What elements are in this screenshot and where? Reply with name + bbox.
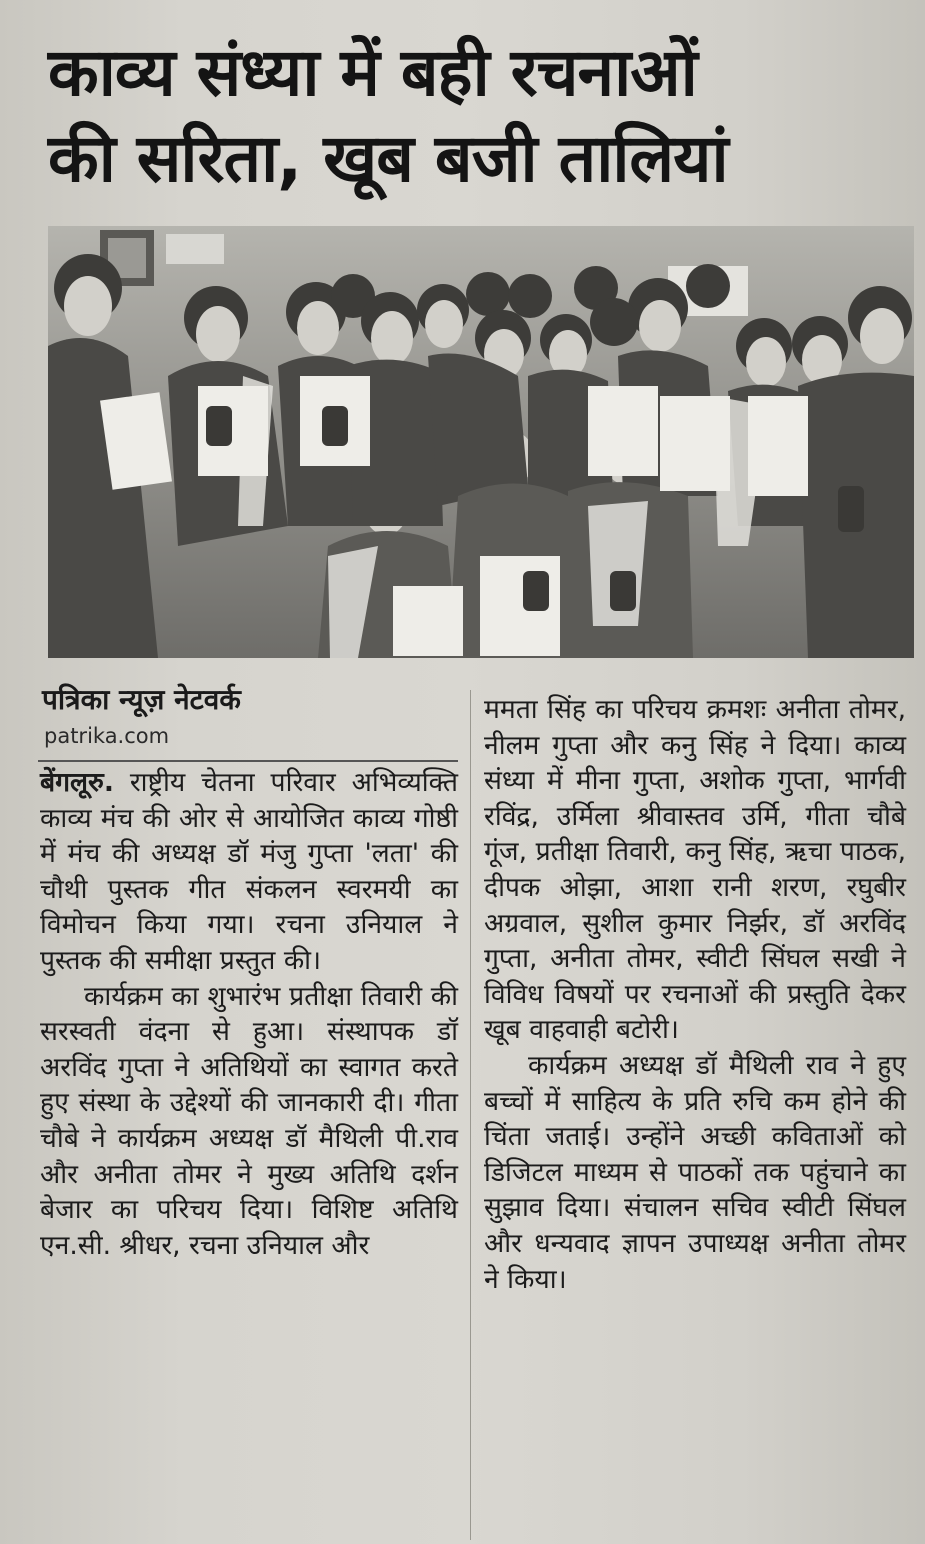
column-divider	[470, 690, 471, 1540]
headline-line-2: की सरिता, खूब बजी तालियां	[48, 120, 728, 197]
article-paragraph-1-text: राष्ट्रीय चेतना परिवार अभिव्यक्ति काव्य मंच की ओर से आयोजित काव्य गोष्ठी में मंच की अध्यक्ष डॉ मंजु गुप्ता 'लता' की चौथी पुस्तक गीत संकलन स्वरमयी का विमोचन किया गया। रचना उनियाल ने पुस्तक की समीक्षा प्रस्तुत की।	[40, 767, 458, 976]
headline	[48, 30, 908, 202]
byline-website: patrika.com	[44, 724, 170, 748]
dateline: बेंगलूरु.	[40, 767, 114, 798]
article-paragraph-3: ममता सिंह का परिचय क्रमशः अनीता तोमर, नीलम गुप्ता और कनु सिंह ने दिया। काव्य संध्या में मीना गुप्ता, अशोक गुप्ता, भार्गवी रविंद्र, उर्मिला श्रीवास्तव उर्मि, गीता चौबे गूंज, प्रतीक्षा तिवारी, कनु सिंह, ऋचा पाठक, दीपक ओझा, आशा रानी शरण, रघुबीर अग्रवाल, सुशील कुमार निर्झर, डॉ अरविंद गुप्ता, अनीता तोमर, स्वीटी सिंघल सखी ने विविध विषयों पर रचनाओं की प्रस्तुति देकर खूब वाहवाही बटोरी।	[484, 694, 906, 1046]
article-column-right	[484, 692, 906, 1297]
article-paragraph-1	[40, 765, 458, 979]
article-paragraph-4: कार्यक्रम अध्यक्ष डॉ मैथिली राव ने हुए बच्चों में साहित्य के प्रति रुचि कम होने की चिंता जताई। उन्होंने अच्छी कविताओं को डिजिटल माध्यम से पाठकों तक पहुंचाने का सुझाव दिया। संचालन सचिव स्वीटी सिंघल और धन्यवाद ज्ञापन उपाध्यक्ष अनीता तोमर ने किया।	[484, 1049, 906, 1295]
headline-line-1: काव्य संध्या में बही रचनाओं	[48, 34, 697, 111]
article-column-left	[40, 765, 458, 1263]
byline-network: पत्रिका न्यूज़ नेटवर्क	[42, 683, 241, 716]
article-paragraph-2: कार्यक्रम का शुभारंभ प्रतीक्षा तिवारी की सरस्वती वंदना से हुआ। संस्थापक डॉ अरविंद गुप्ता ने अतिथियों का स्वागत करते हुए संस्था के उद्देश्यों की जानकारी दी। गीता चौबे ने कार्यक्रम अध्यक्ष डॉ मैथिली पी.राव और अनीता तोमर ने मुख्य अतिथि दर्शन बेजार का परिचय दिया। विशिष्ट अतिथि एन.सी. श्रीधर, रचना उनियाल और	[40, 980, 458, 1261]
group-photo	[48, 226, 914, 658]
byline-rule	[38, 760, 458, 762]
